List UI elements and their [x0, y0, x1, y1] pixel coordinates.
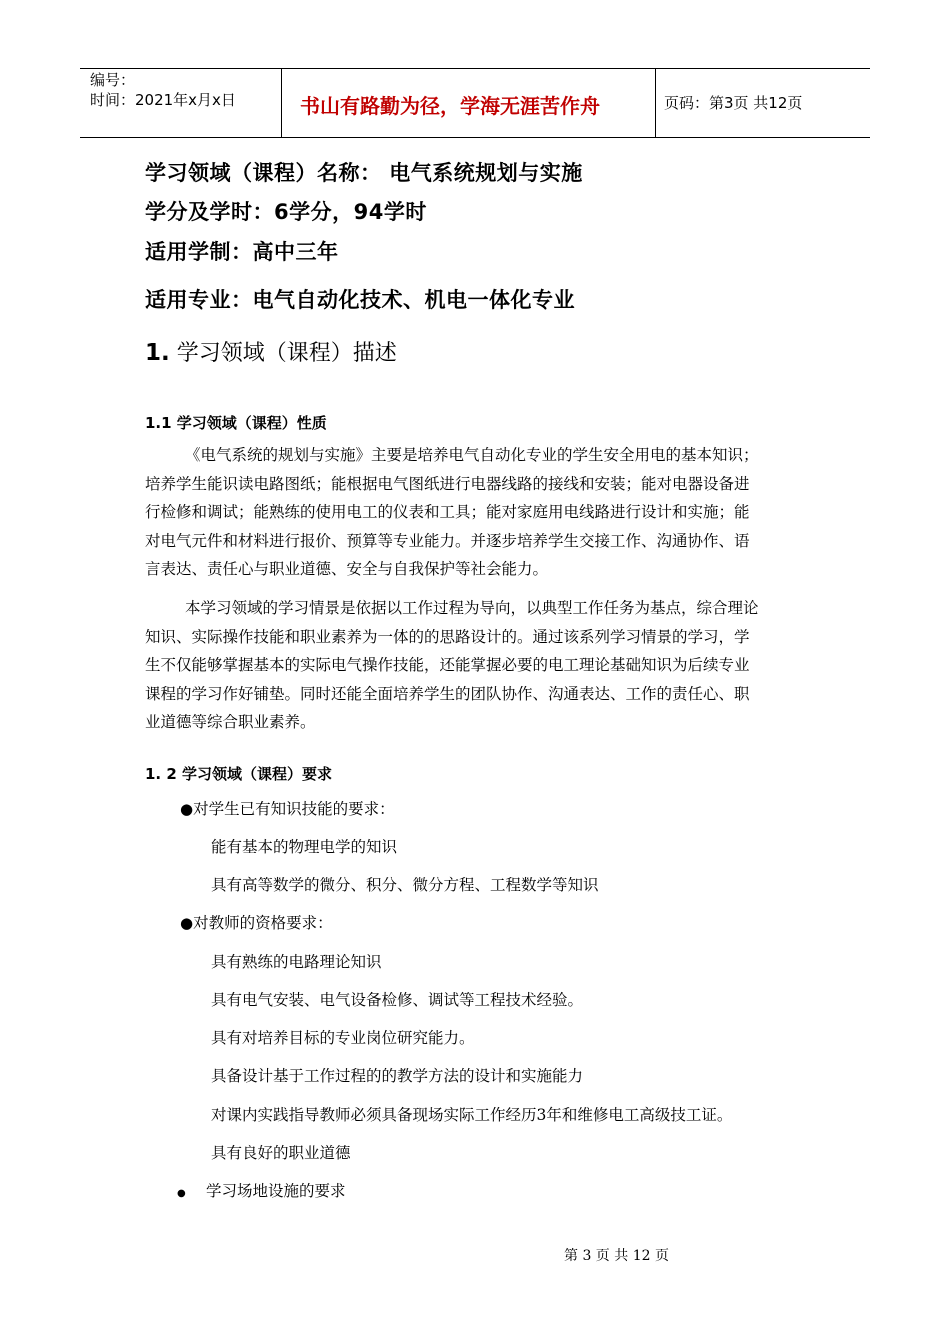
teacher-requirement-item: 具有电气安装、电气设备检修、调试等工程技术经验。	[211, 991, 584, 1009]
document-number-label: 编号：	[90, 71, 136, 89]
section-1-1-title: 1.1 学习领域（课程）性质	[145, 414, 327, 432]
student-requirement-item: 能有基本的物理电学的知识	[211, 838, 398, 856]
teacher-requirements-heading	[180, 911, 333, 933]
document-date: 时间：2021年x月x日	[90, 91, 236, 109]
course-name: 学习领域（课程）名称： 电气系统规划与实施	[145, 161, 583, 185]
section-1-2-title: 1. 2 学习领域（课程）要求	[145, 765, 333, 783]
course-credits: 学分及学时：6学分，94学时	[145, 200, 427, 224]
student-requirements-heading	[180, 797, 395, 819]
small-bullet-icon: ●	[177, 1188, 186, 1199]
teacher-requirement-item: 具有对培养目标的专业岗位研究能力。	[211, 1029, 475, 1047]
bullet-icon: ●	[180, 800, 194, 818]
venue-requirements-title: 学习场地设施的要求	[206, 1182, 346, 1200]
paragraph-line: 培养学生能识读电路图纸；能根据电气图纸进行电器线路的接线和安装；能对电器设备进	[145, 474, 750, 493]
paragraph-line: 本学习领域的学习情景是依据以工作过程为导向，以典型工作任务为基点，综合理论	[185, 599, 759, 617]
paragraph-line: 生不仅能够掌握基本的实际电气操作技能，还能掌握必要的电工理论基础知识为后续专业	[145, 656, 750, 674]
teacher-requirement-item: 具备设计基于工作过程的的教学方法的设计和实施能力	[211, 1067, 584, 1085]
teacher-requirements-title: 对教师的资格要求：	[193, 914, 333, 932]
section-1-heading	[145, 336, 397, 367]
section-1-title: 学习领域（课程）描述	[176, 341, 397, 366]
page-footer: 第 3 页 共 12 页	[564, 1248, 669, 1264]
course-system: 适用学制：高中三年	[145, 240, 339, 264]
section-1-number: 1.	[145, 340, 170, 366]
header-motto: 书山有路勤为径，学海无涯苦作舟	[300, 94, 600, 118]
paragraph-line: 知识、实际操作技能和职业素养为一体的的思路设计的。通过该系列学习情景的学习，学	[145, 627, 750, 646]
bullet-icon: ●	[180, 914, 194, 932]
venue-requirements-heading	[177, 1179, 346, 1201]
student-requirement-item: 具有高等数学的微分、积分、微分方程、工程数学等知识	[211, 876, 599, 894]
section-1-1-paragraph-2	[145, 594, 807, 737]
paragraph-line: 行检修和调试；能熟练的使用电工的仪表和工具；能对家庭用电线路进行设计和实施；能	[145, 503, 750, 521]
header-divider-left	[281, 69, 282, 137]
paragraph-line: 课程的学习作好铺垫。同时还能全面培养学生的团队协作、沟通表达、工作的责任心、职	[145, 684, 750, 703]
header-divider-right	[655, 69, 656, 137]
teacher-requirement-item: 具有良好的职业道德	[211, 1144, 351, 1162]
teacher-requirement-item: 对课内实践指导教师必须具备现场实际工作经历3年和维修电工高级技工证。	[211, 1106, 733, 1124]
student-requirements-title: 对学生已有知识技能的要求：	[193, 800, 395, 818]
paragraph-line: 言表达、责任心与职业道德、安全与自我保护等社会能力。	[145, 560, 549, 578]
header-page-info: 页码：第3页 共12页	[664, 94, 803, 112]
paragraph-line: 业道德等综合职业素养。	[145, 713, 316, 731]
section-1-1-paragraph-1	[145, 441, 807, 584]
teacher-requirement-item: 具有熟练的电路理论知识	[211, 953, 382, 971]
paragraph-line: 《电气系统的规划与实施》主要是培养电气自动化专业的学生安全用电的基本知识；	[185, 446, 759, 464]
course-major: 适用专业：电气自动化技术、机电一体化专业	[145, 288, 575, 312]
paragraph-line: 对电气元件和材料进行报价、预算等专业能力。并逐步培养学生交接工作、沟通协作、语	[145, 531, 750, 550]
